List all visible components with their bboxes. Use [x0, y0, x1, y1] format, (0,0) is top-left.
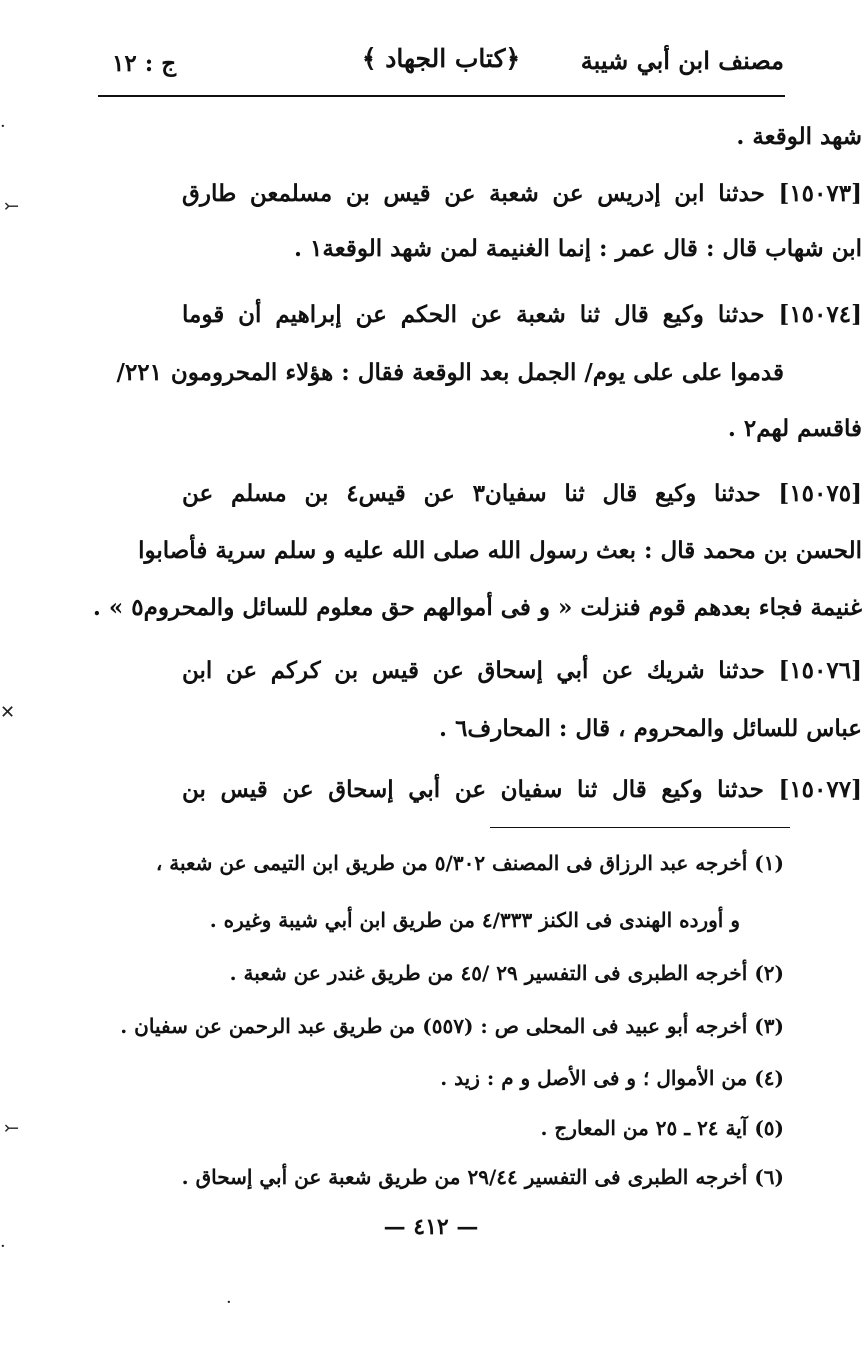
header-title: مصنف ابن أبي شيبة — [580, 46, 784, 75]
header-rule — [98, 95, 785, 97]
footnote: (٦) أخرجه الطبرى فى التفسير ٢٩/٤٤ من طريق شعبة عن أبي إسحاق . — [181, 1165, 784, 1189]
footnote: (١) أخرجه عبد الرزاق فى المصنف ٥/٣٠٢ من طريق ابن التيمى عن شعبة ، — [155, 851, 784, 875]
body-line: [١٥٠٧٤] حدثنا وكيع قال ثنا شعبة عن الحكم عن إبراهيم أن قوما — [182, 301, 862, 328]
body-line: فاقسم لهم٢ . — [727, 415, 862, 442]
page-speck-mark: · — [226, 1292, 232, 1313]
margin-speck-mark: · — [0, 116, 6, 137]
footnote: (٥) آية ٢٤ ـ ٢٥ من المعارج . — [540, 1116, 784, 1140]
running-header — [98, 40, 784, 90]
footnote: (٤) من الأموال ؛ و فى الأصل و م : زيد . — [440, 1066, 784, 1090]
margin-speck-mark: · — [0, 1236, 6, 1257]
footnote-separator — [490, 827, 790, 828]
footnote: (٣) أخرجه أبو عبيد فى المحلى ص : (٥٥٧) من طريق عبد الرحمن عن سفيان . — [120, 1014, 784, 1038]
body-line: الحسن بن محمد قال : بعث رسول الله صلى الله عليه و سلم سرية فأصابوا — [138, 537, 862, 564]
body-line: [١٥٠٧٦] حدثنا شريك عن أبي إسحاق عن قيس بن كركم عن ابن — [182, 657, 862, 684]
body-line: ابن شهاب قال : قال عمر : إنما الغنيمة لمن شهد الوقعة١ . — [294, 235, 862, 262]
body-line: عباس للسائل والمحروم ، قال : المحارف٦ . — [439, 715, 862, 742]
page-number: — ٤١٢ — — [383, 1214, 479, 1240]
body-line: [١٥٠٧٣] حدثنا ابن إدريس عن شعبة عن قيس بن مسلمعن طارق — [182, 180, 862, 207]
body-line: شهد الوقعة . — [736, 123, 862, 150]
footnote: و أورده الهندى فى الكنز ٤/٣٣٣ من طريق ابن أبي شيبة وغيره . — [209, 908, 740, 932]
body-line: [١٥٠٧٧] حدثنا وكيع قال ثنا سفيان عن أبي إسحاق عن قيس بن — [182, 776, 862, 803]
footnote: (٢) أخرجه الطبرى فى التفسير ٢٩ /٤٥ من طريق غندر عن شعبة . — [229, 961, 784, 985]
margin-hook-mark: ✕ — [0, 702, 16, 723]
header-book-name: ﴿كتاب الجهاد ﴾ — [361, 44, 521, 73]
margin-hook-mark: ⤚ — [4, 1118, 20, 1139]
body-line: [١٥٠٧٥] حدثنا وكيع قال ثنا سفيان٣ عن قيس٤ بن مسلم عن — [182, 480, 862, 507]
body-line: غنيمة فجاء بعدهم قوم فنزلت « و فى أموالهم حق معلوم للسائل والمحروم٥ » . — [92, 594, 862, 621]
margin-hook-mark: ⤚ — [4, 196, 20, 217]
body-line: قدموا على على يوم/ الجمل بعد الوقعة فقال : هؤلاء المحرومون — [170, 359, 784, 386]
margin-page-reference: ٢٢١/ — [116, 359, 162, 386]
header-volume: ج : ١٢ — [112, 50, 177, 77]
